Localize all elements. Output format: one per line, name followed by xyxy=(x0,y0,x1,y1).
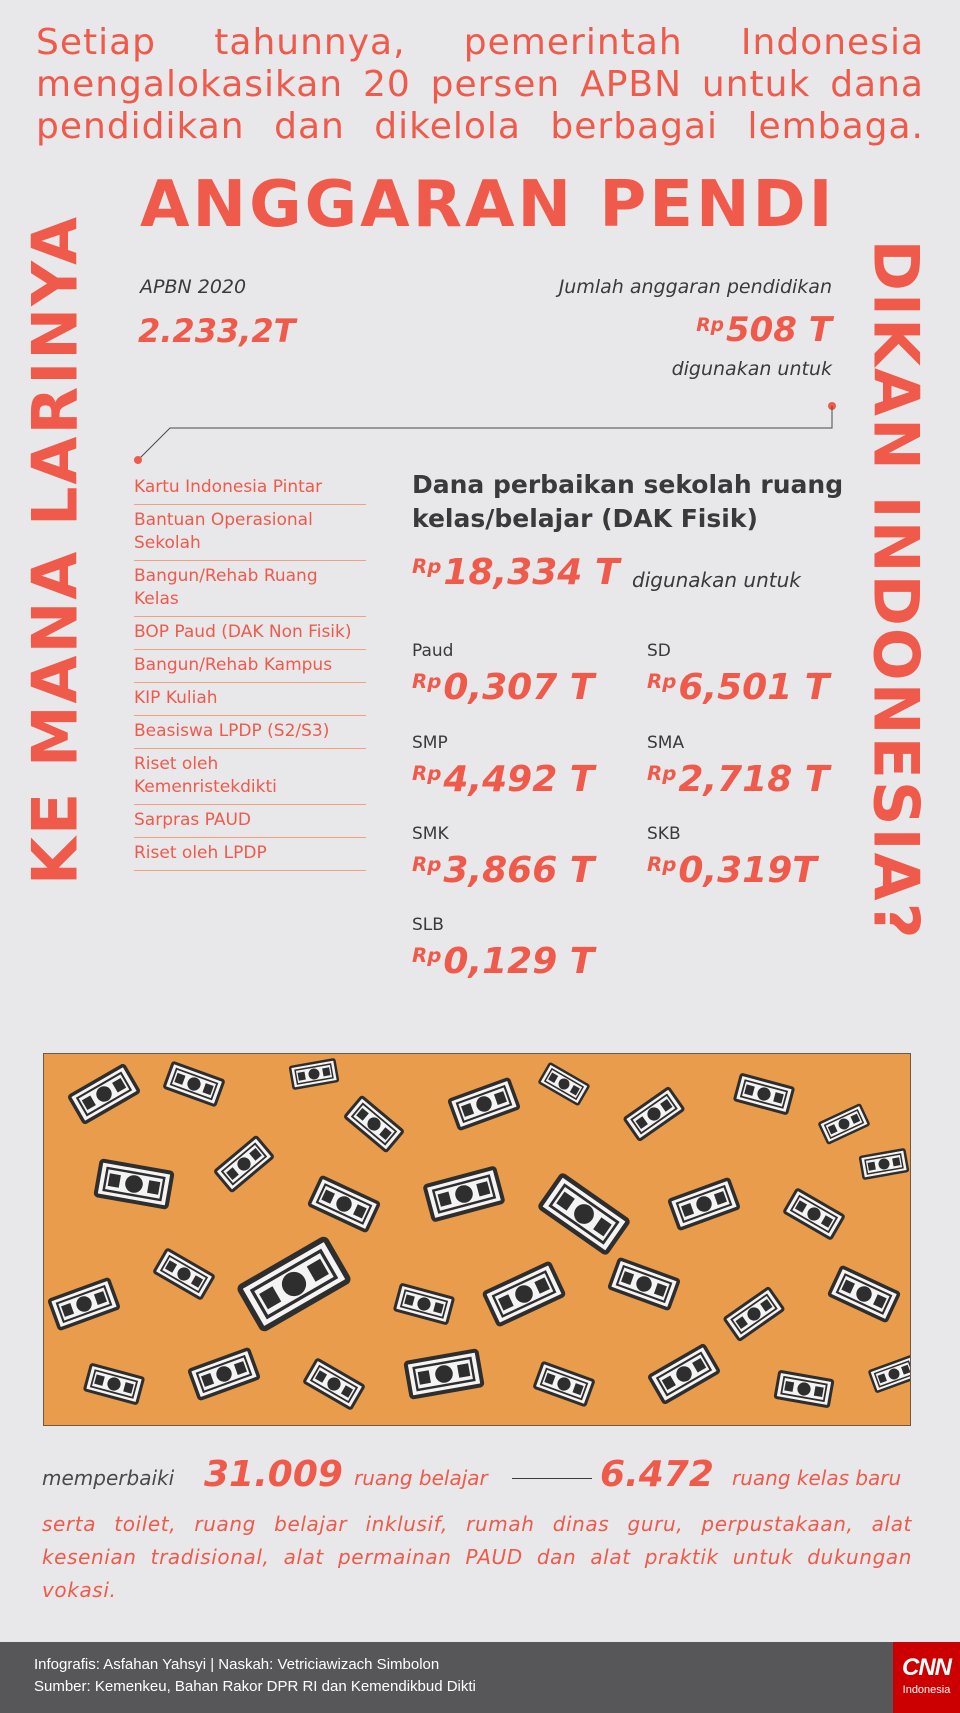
level-label-slb: SLB xyxy=(412,915,444,935)
currency-label: Rp xyxy=(412,762,442,786)
banknote-icon xyxy=(189,1349,259,1399)
currency-label: Rp xyxy=(412,944,442,968)
connector-dot-left xyxy=(134,456,142,464)
level-label-smk: SMK xyxy=(412,824,449,844)
banknote-icon xyxy=(539,1063,589,1105)
allocation-item: Bantuan Operasional Sekolah xyxy=(134,505,366,561)
allocation-item: KIP Kuliah xyxy=(134,683,366,716)
banknote-icon xyxy=(669,1179,739,1229)
dak-title: Dana perbaikan sekolah ruang kelas/belajar (DAK Fisik) xyxy=(412,470,844,533)
footer-credits: Infografis: Asfahan Yahsyi | Naskah: Vetriciawizach Simbolon xyxy=(34,1656,440,1673)
logo-region: Indonesia xyxy=(902,1684,951,1696)
banknote-icon xyxy=(784,1189,844,1239)
banknote-icon xyxy=(484,1263,564,1325)
connector-line xyxy=(130,396,850,468)
stats-row xyxy=(42,1454,918,1510)
banknote-icon xyxy=(609,1259,679,1309)
allocation-item: Riset oleh Kemenristekdikti xyxy=(134,749,366,805)
banknote-icon xyxy=(724,1288,783,1341)
banknote-icon xyxy=(649,1345,719,1403)
currency-label: Rp xyxy=(696,314,724,336)
currency-label: Rp xyxy=(412,670,442,694)
allocation-item: Riset oleh LPDP xyxy=(134,838,366,871)
banknote-icon xyxy=(819,1105,869,1144)
banknote-icon xyxy=(869,1356,911,1392)
allocation-list xyxy=(134,472,366,871)
level-amount: 6,501 T xyxy=(678,667,830,708)
dak-value xyxy=(412,552,619,593)
banknote-icon xyxy=(239,1238,349,1329)
connector-path xyxy=(140,406,832,458)
allocation-item: Kartu Indonesia Pintar xyxy=(134,472,366,505)
currency-label: Rp xyxy=(412,555,442,579)
level-amount: 0,129 T xyxy=(443,941,595,982)
dak-amount: 18,334 T xyxy=(443,552,620,593)
allocation-item: Beasiswa LPDP (S2/S3) xyxy=(134,716,366,749)
banknote-icon xyxy=(534,1362,594,1405)
level-value-smk xyxy=(412,850,594,891)
level-label-sd: SD xyxy=(647,641,671,661)
level-value-sd xyxy=(647,667,829,708)
currency-label: Rp xyxy=(647,853,677,877)
total-used-for: digunakan untuk xyxy=(671,358,832,380)
allocation-item: BOP Paud (DAK Non Fisik) xyxy=(134,617,366,650)
dak-used-for: digunakan untuk xyxy=(632,568,801,592)
logo-brand: CNN xyxy=(902,1654,951,1681)
footer-sources: Sumber: Kemenkeu, Bahan Rakor DPR RI dan Kemendikbud Dikti xyxy=(34,1678,476,1695)
stats-divider xyxy=(512,1478,592,1479)
level-label-skb: SKB xyxy=(647,824,681,844)
currency-label: Rp xyxy=(647,670,677,694)
intro-text: Setiap tahunnya, pemerintah Indonesia mengalokasikan 20 persen APBN untuk dana pendidikan dan dikelola berbagai lembaga. xyxy=(36,22,924,147)
level-value-skb xyxy=(647,850,817,891)
currency-label: Rp xyxy=(412,853,442,877)
banknote-icon xyxy=(304,1359,364,1409)
title-middle: ANGGARAN PENDI xyxy=(140,168,836,242)
banknote-icon xyxy=(624,1088,683,1141)
flying-banknotes-illustration xyxy=(44,1054,911,1426)
new-rooms-value: 6.472 xyxy=(600,1454,714,1495)
banknote-icon xyxy=(829,1267,899,1322)
level-amount: 0,307 T xyxy=(443,667,595,708)
level-amount: 0,319T xyxy=(678,850,817,891)
banknote-icon xyxy=(395,1284,454,1323)
total-budget-amount: 508 T xyxy=(725,310,832,350)
allocation-item: Sarpras PAUD xyxy=(134,805,366,838)
rooms-repaired-value: 31.009 xyxy=(204,1454,343,1495)
banknote-icon xyxy=(425,1168,504,1221)
new-rooms-label: ruang kelas baru xyxy=(732,1466,902,1490)
level-amount: 2,718 T xyxy=(678,759,830,800)
title-right-vertical: DIKAN INDONESIA? xyxy=(859,239,933,941)
apbn-value: 2.233,2T xyxy=(138,312,296,350)
banknote-icon xyxy=(309,1177,379,1232)
level-value-sma xyxy=(647,759,829,800)
level-amount: 4,492 T xyxy=(443,759,595,800)
level-value-slb xyxy=(412,941,594,982)
title-left-vertical: KE MANA LARINYA xyxy=(18,214,92,886)
stats-prefix: memperbaiki xyxy=(42,1466,175,1490)
level-label-smp: SMP xyxy=(412,733,448,753)
banknote-icon xyxy=(405,1350,482,1397)
total-budget-value xyxy=(696,310,832,350)
level-value-paud xyxy=(412,667,594,708)
banknote-icon xyxy=(345,1097,403,1152)
level-label-paud: Paud xyxy=(412,641,454,661)
apbn-label: APBN 2020 xyxy=(140,276,247,298)
cnn-indonesia-logo xyxy=(893,1642,960,1713)
allocation-item: Bangun/Rehab Ruang Kelas xyxy=(134,561,366,617)
banknote-icon xyxy=(735,1074,794,1113)
allocation-item: Bangun/Rehab Kampus xyxy=(134,650,366,683)
rooms-repaired-label: ruang belajar xyxy=(354,1466,488,1490)
banknote-icon xyxy=(85,1364,144,1403)
banknote-icon xyxy=(95,1160,172,1207)
banknote-icon xyxy=(775,1371,833,1406)
banknote-icon xyxy=(290,1059,338,1088)
money-illustration xyxy=(43,1053,911,1426)
currency-label: Rp xyxy=(647,762,677,786)
level-label-sma: SMA xyxy=(647,733,685,753)
banknote-icon xyxy=(860,1149,908,1178)
level-amount: 3,866 T xyxy=(443,850,595,891)
footer xyxy=(0,1642,960,1713)
banknote-icon xyxy=(539,1175,628,1254)
banknote-icon xyxy=(154,1249,214,1299)
banknote-icon xyxy=(215,1137,273,1192)
stats-description: serta toilet, ruang belajar inklusif, rumah dinas guru, perpustakaan, alat kesenian tradisional, alat permainan PAUD dan alat praktik untuk dukungan vokasi. xyxy=(42,1512,912,1602)
banknote-icon xyxy=(69,1065,139,1123)
banknote-icon xyxy=(49,1279,119,1329)
banknote-icon xyxy=(449,1079,519,1129)
total-budget-label: Jumlah anggaran pendidikan xyxy=(558,276,832,298)
banknote-icon xyxy=(164,1062,224,1105)
level-value-smp xyxy=(412,759,594,800)
